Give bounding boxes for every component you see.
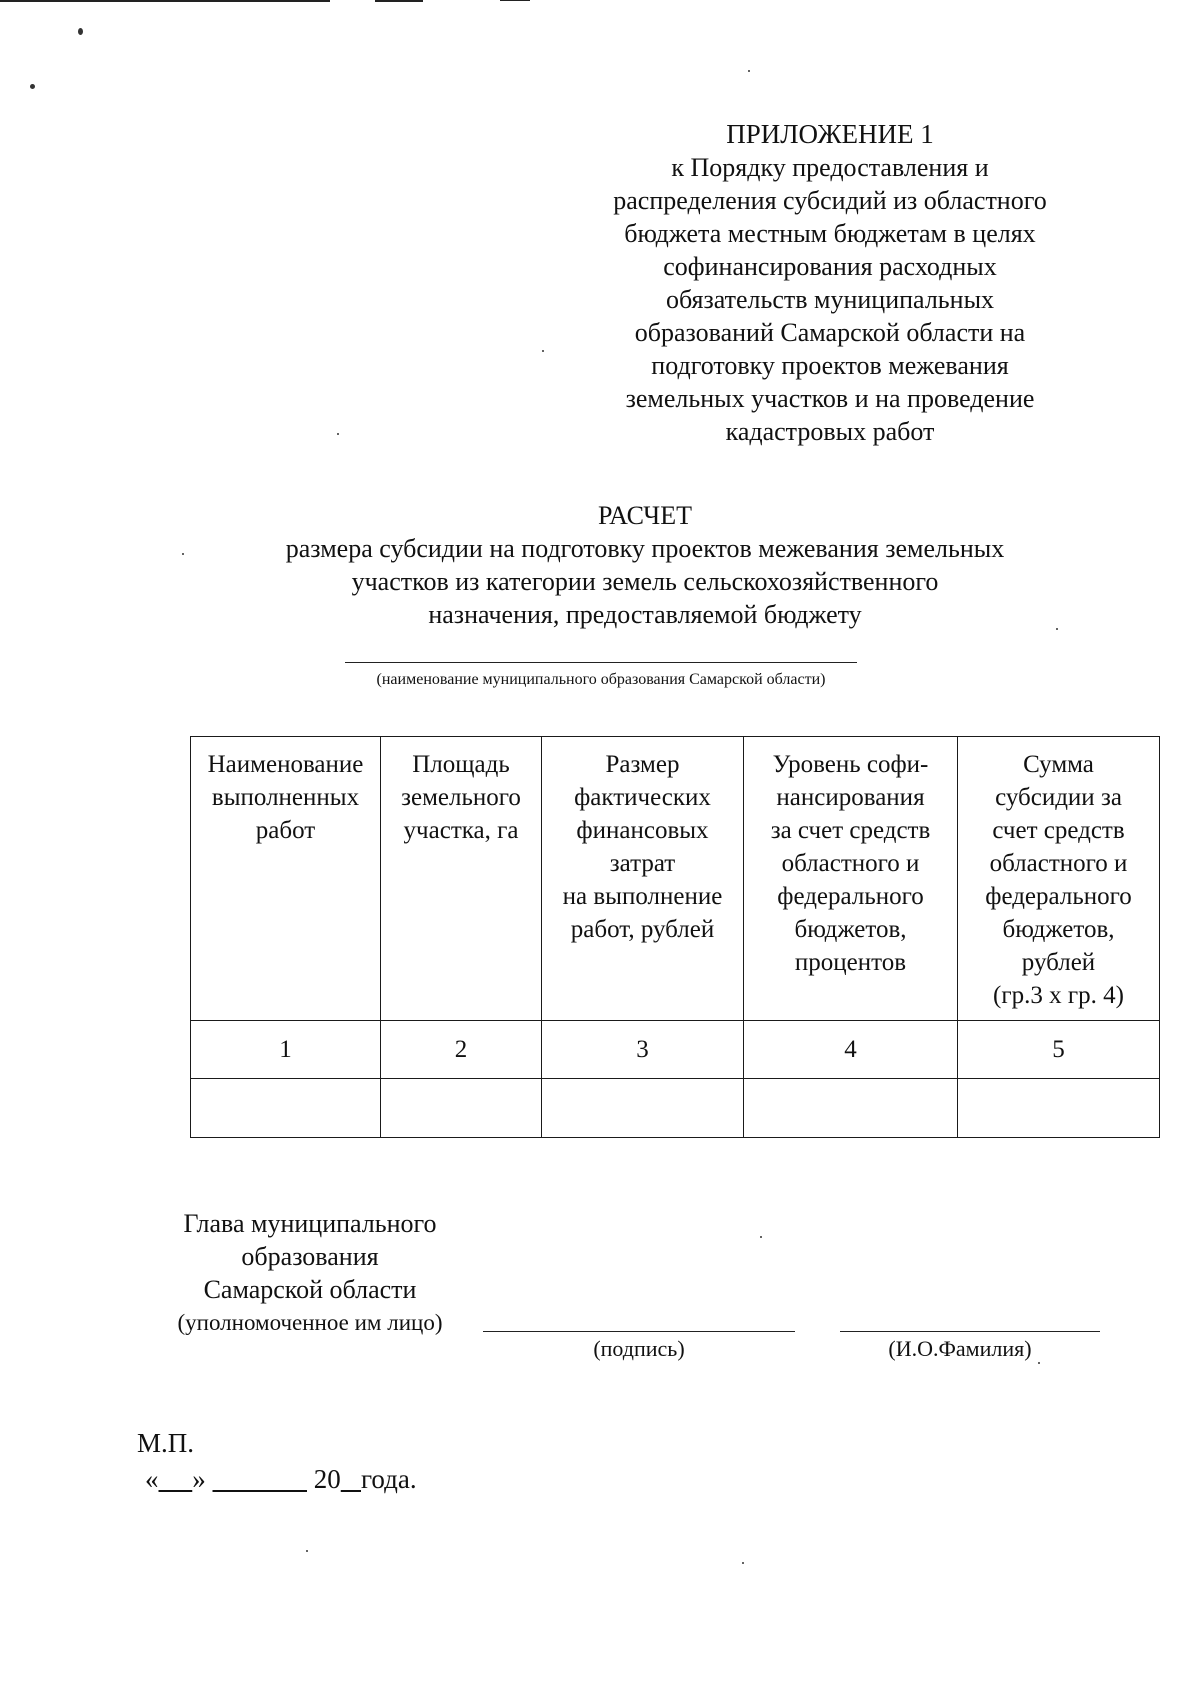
appendix-line: земельных участков и на проведение xyxy=(625,384,1035,413)
calculation-line: участков из категории земель сельскохозяйственного xyxy=(351,567,939,596)
header-line: Наименование xyxy=(207,751,364,778)
header-line: участка, га xyxy=(403,817,519,844)
header-cell-subsidy-sum xyxy=(958,737,1160,1021)
year-suffix: года. xyxy=(361,1464,417,1494)
date-close-quote: » xyxy=(192,1464,206,1494)
header-line: областного и xyxy=(989,850,1128,877)
header-line: Размер xyxy=(605,751,680,778)
appendix-line: к Порядку предоставления и xyxy=(671,153,989,182)
calculation-line: назначения, предоставляемой бюджету xyxy=(428,600,862,629)
date-line xyxy=(145,1464,417,1495)
year-prefix: 20 xyxy=(313,1464,341,1494)
header-line: земельного xyxy=(401,784,521,811)
column-number: 1 xyxy=(191,1021,381,1079)
scan-speck xyxy=(306,1550,308,1552)
appendix-line: кадастровых работ xyxy=(725,417,935,446)
table-cell[interactable] xyxy=(744,1079,958,1138)
header-line: фактических xyxy=(574,784,711,811)
calculation-table xyxy=(190,736,1160,1138)
scan-speck xyxy=(748,70,750,72)
table-header-row xyxy=(191,737,1160,1021)
calculation-heading xyxy=(200,499,1090,631)
header-line: бюджетов, xyxy=(1002,916,1115,943)
month-blank[interactable] xyxy=(213,1464,308,1494)
header-line: Сумма xyxy=(1023,751,1094,778)
scan-speck xyxy=(742,1562,744,1564)
header-line: Уровень софи- xyxy=(772,751,929,778)
header-cell-cofinancing-level xyxy=(744,737,958,1021)
appendix-title: ПРИЛОЖЕНИЕ 1 xyxy=(726,119,934,149)
table-cell[interactable] xyxy=(542,1079,744,1138)
table-cell[interactable] xyxy=(191,1079,381,1138)
scan-speck xyxy=(182,553,184,555)
header-line: областного и xyxy=(781,850,920,877)
scan-speck xyxy=(1038,1362,1040,1364)
signatory-line: Глава муниципального xyxy=(183,1209,437,1238)
header-line: работ xyxy=(255,817,316,844)
municipality-caption: (наименование муниципального образования Самарской области) xyxy=(376,671,826,688)
header-line: федерального xyxy=(985,883,1132,910)
header-line: нансирования xyxy=(776,784,925,811)
scan-speck xyxy=(337,433,339,435)
header-line: счет средств xyxy=(992,817,1125,844)
name-caption: (И.О.Фамилия) xyxy=(888,1336,1032,1361)
appendix-line: распределения субсидий из областного xyxy=(613,186,1047,215)
header-line: (гр.3 х гр. 4) xyxy=(993,982,1124,1009)
appendix-line: обязательств муниципальных xyxy=(665,285,995,314)
header-line: процентов xyxy=(794,949,907,976)
day-blank[interactable] xyxy=(159,1464,193,1494)
signatory-line: образования xyxy=(241,1242,379,1271)
column-number: 2 xyxy=(381,1021,542,1079)
scan-edge-line xyxy=(375,0,423,2)
table-column-number-row xyxy=(191,1021,1160,1079)
header-line: затрат xyxy=(609,850,676,877)
table-cell[interactable] xyxy=(958,1079,1160,1138)
calculation-title: РАСЧЕТ xyxy=(598,501,692,530)
scan-speck xyxy=(760,1236,762,1238)
scan-speck xyxy=(78,28,83,35)
column-number: 4 xyxy=(744,1021,958,1079)
signature-caption: (подпись) xyxy=(593,1336,685,1361)
header-line: за счет средств xyxy=(770,817,931,844)
signatory-line: Самарской области xyxy=(203,1275,417,1304)
appendix-line: образований Самарской области на xyxy=(634,318,1026,347)
signatory-authorized: (уполномоченное им лицо) xyxy=(177,1310,443,1335)
table-cell[interactable] xyxy=(381,1079,542,1138)
seal-label: М.П. xyxy=(137,1428,195,1458)
appendix-line: софинансирования расходных xyxy=(663,252,997,281)
header-line: финансовых xyxy=(576,817,709,844)
signatory-block xyxy=(150,1207,470,1339)
header-line: рублей xyxy=(1021,949,1096,976)
year-blank[interactable] xyxy=(341,1464,361,1494)
name-blank-line[interactable] xyxy=(840,1331,1100,1332)
scan-edge-line xyxy=(500,0,530,1)
scan-edge-line xyxy=(0,0,330,2)
header-cell-costs xyxy=(542,737,744,1021)
header-line: выполненных xyxy=(211,784,360,811)
column-number: 5 xyxy=(958,1021,1160,1079)
scan-speck xyxy=(542,350,544,352)
header-cell-area xyxy=(381,737,542,1021)
municipality-blank-line[interactable] xyxy=(345,662,857,663)
appendix-header xyxy=(575,118,1085,448)
header-line: бюджетов, xyxy=(794,916,907,943)
header-line: субсидии за xyxy=(995,784,1122,811)
header-cell-work-name xyxy=(191,737,381,1021)
signature-blank-line[interactable] xyxy=(483,1331,795,1332)
table-data-row xyxy=(191,1079,1160,1138)
header-line: на выполнение xyxy=(562,883,723,910)
appendix-line: бюджета местным бюджетам в целях xyxy=(624,219,1036,248)
date-open-quote: « xyxy=(145,1464,159,1494)
header-line: работ, рублей xyxy=(570,916,715,943)
header-line: Площадь xyxy=(412,751,510,778)
header-line: федерального xyxy=(777,883,924,910)
calculation-line: размера субсидии на подготовку проектов межевания земельных xyxy=(285,534,1005,563)
appendix-line: подготовку проектов межевания xyxy=(651,351,1009,380)
scan-speck xyxy=(30,84,35,89)
column-number: 3 xyxy=(542,1021,744,1079)
